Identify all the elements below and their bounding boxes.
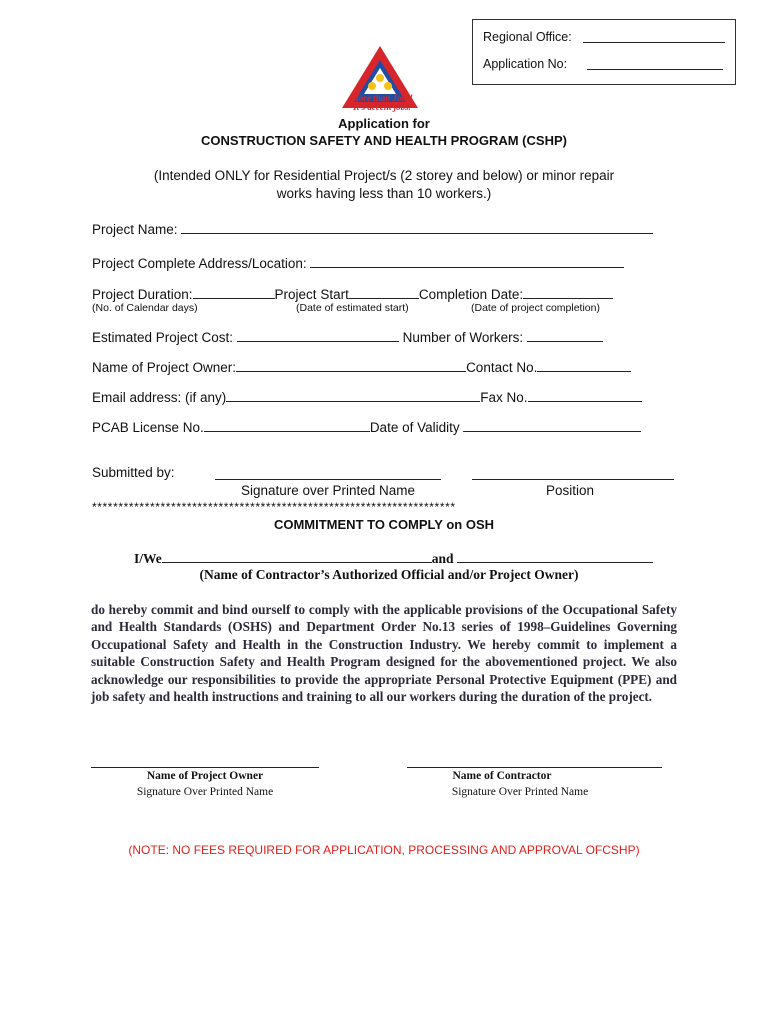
- owner-name-field[interactable]: [236, 358, 466, 372]
- submitted-signature-field[interactable]: [215, 466, 441, 480]
- fax-no-field[interactable]: [528, 388, 642, 402]
- owner-signature-title: Name of Project Owner: [146, 770, 264, 782]
- completion-date-label: Completion Date:: [418, 287, 524, 302]
- pcab-license-field[interactable]: [204, 418, 370, 432]
- project-name-label: Project Name:: [92, 222, 178, 237]
- contractor-signature-title: Name of Contractor: [452, 770, 552, 782]
- title-application-for: Application for: [338, 116, 430, 131]
- completion-date-field[interactable]: [523, 285, 613, 299]
- iwe-row: [134, 549, 653, 567]
- project-duration-row: [92, 285, 613, 302]
- intro-note: [90, 167, 678, 203]
- title-cshp: CONSTRUCTION SAFETY AND HEALTH PROGRAM (CSHP): [201, 133, 567, 148]
- duration-hint: (No. of Calendar days): [92, 302, 198, 314]
- owner-contact-row: [92, 358, 631, 375]
- number-of-workers-label: Number of Workers:: [402, 330, 524, 345]
- iwe-label: I/We: [134, 551, 162, 566]
- email-fax-row: [92, 388, 642, 405]
- cost-workers-row: [92, 328, 603, 345]
- position-label: Position: [545, 483, 595, 498]
- number-of-workers-field[interactable]: [527, 328, 603, 342]
- dole-logo: [338, 44, 422, 118]
- commitment-paragraph: do hereby commit and bind ourself to comply with the applicable provisions of the Occupational Safety and Health Standards (OSHS) and Department Order No.13 series of 1998–Guidelines Governing Occupational Safety and Health in the Construction Industry. We hereby commit to implement a suitable Construction Safety and Health Program designed for the abovementioned project. We also acknowledge our responsibilities to provide the appropriate Personal Protective Equipment (PPE) and job safety and health instructions and training to all our workers during the duration of the project.: [91, 602, 677, 705]
- owner-signature-sub: Signature Over Printed Name: [136, 786, 274, 798]
- regional-office-field[interactable]: [583, 42, 725, 43]
- no-fees-note: (NOTE: NO FEES REQUIRED FOR APPLICATION, PROCESSING AND APPROVAL OFCSHP): [128, 843, 640, 857]
- application-no-label: Application No:: [483, 57, 568, 71]
- fax-no-label: Fax No.: [480, 390, 528, 405]
- contractor-name-caption: (Name of Contractor’s Authorized Official and/or Project Owner): [199, 567, 579, 582]
- contact-no-field[interactable]: [537, 358, 631, 372]
- owner-name-label: Name of Project Owner:: [92, 360, 237, 375]
- pcab-license-label: PCAB License No.: [92, 420, 204, 435]
- project-duration-field[interactable]: [193, 285, 275, 299]
- project-start-field[interactable]: [349, 285, 419, 299]
- project-name-field[interactable]: [181, 220, 653, 234]
- and-label: and: [431, 551, 454, 566]
- estimated-cost-field[interactable]: [237, 328, 399, 342]
- date-of-validity-label: Date of Validity: [369, 420, 460, 435]
- logo-tagline-line1: More than Jobs!: [350, 93, 413, 103]
- divider-stars: *********************************************************************: [92, 500, 456, 514]
- intro-line1: (Intended ONLY for Residential Project/s (2 storey and below) or minor repair: [153, 168, 615, 183]
- submitted-by-label: Submitted by:: [92, 465, 175, 480]
- project-address-field[interactable]: [310, 254, 624, 268]
- pcab-validity-row: [92, 418, 641, 435]
- logo-tagline-line2: It's decent jobs.: [353, 102, 411, 112]
- date-of-validity-field[interactable]: [463, 418, 641, 432]
- intro-line2: works having less than 10 workers.): [276, 186, 492, 201]
- application-no-field[interactable]: [587, 69, 723, 70]
- project-start-label: Project Start: [274, 287, 349, 302]
- office-info-box: [472, 19, 736, 85]
- regional-office-label: Regional Office:: [483, 30, 572, 44]
- contact-no-label: Contact No.: [466, 360, 538, 375]
- estimated-cost-label: Estimated Project Cost:: [92, 330, 234, 345]
- email-field[interactable]: [226, 388, 480, 402]
- project-address-row: [92, 254, 624, 271]
- iwe-field-1[interactable]: [162, 549, 432, 563]
- contractor-signature-sub: Signature Over Printed Name: [451, 786, 589, 798]
- submitted-position-field[interactable]: [472, 466, 674, 480]
- signature-over-printed-name-label: Signature over Printed Name: [240, 483, 416, 498]
- project-name-row: [92, 220, 653, 237]
- completion-hint: (Date of project completion): [471, 302, 600, 314]
- email-label: Email address: (if any): [92, 390, 227, 405]
- project-address-label: Project Complete Address/Location:: [92, 256, 307, 271]
- commitment-title: COMMITMENT TO COMPLY on OSH: [273, 517, 495, 532]
- contractor-signature-line[interactable]: [407, 767, 662, 768]
- iwe-field-2[interactable]: [457, 549, 653, 563]
- start-hint: (Date of estimated start): [296, 302, 409, 314]
- owner-signature-line[interactable]: [91, 767, 319, 768]
- project-duration-label: Project Duration:: [92, 287, 193, 302]
